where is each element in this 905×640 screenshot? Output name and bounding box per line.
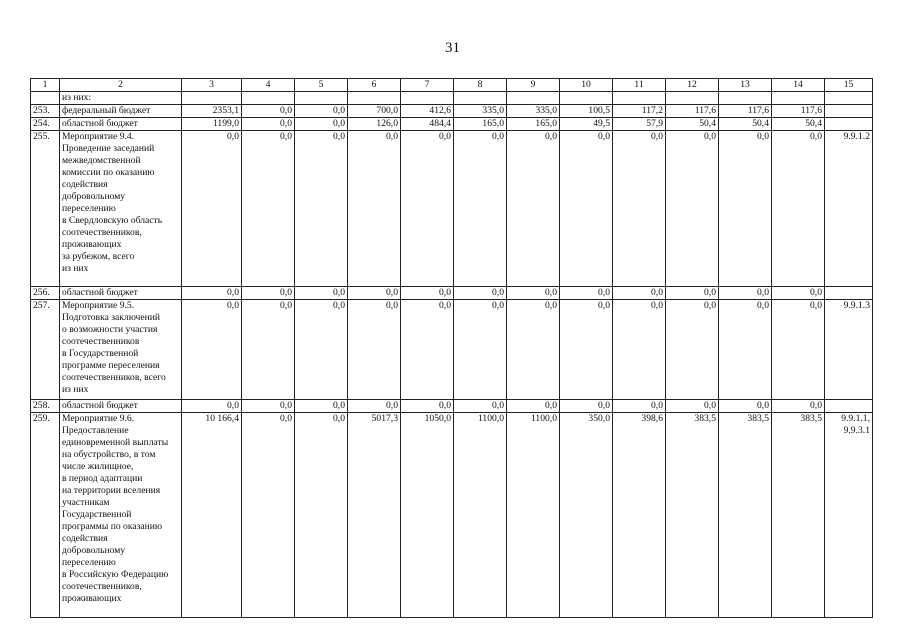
value-cell-col-7 [401, 92, 454, 105]
value-cell-col-12: 0,0 [666, 287, 719, 300]
value-cell-col-12: 50,4 [666, 118, 719, 131]
column-header-5: 5 [295, 79, 348, 92]
value-cell-col-3: 0,0 [182, 300, 242, 400]
value-cell-col-6: 700,0 [348, 105, 401, 118]
value-cell-col-11: 117,2 [613, 105, 666, 118]
value-cell-col-5: 0,0 [295, 300, 348, 400]
column-header-8: 8 [454, 79, 507, 92]
value-cell-col-6: 126,0 [348, 118, 401, 131]
value-cell-col-12 [666, 92, 719, 105]
value-cell-col-11: 0,0 [613, 287, 666, 300]
table-row [31, 131, 873, 287]
value-cell-col-8: 165,0 [454, 118, 507, 131]
value-cell-col-6: 5017,3 [348, 413, 401, 618]
target-code [825, 105, 873, 118]
value-cell-col-11: 57,9 [613, 118, 666, 131]
table-row [31, 300, 873, 400]
column-header-10: 10 [560, 79, 613, 92]
value-cell-col-3: 2353,1 [182, 105, 242, 118]
row-name: Мероприятие 9.4. Проведение заседаний межведомственной комиссии по оказанию содействия добровольному переселению в Свердловскую область соотечественников, проживающих за рубежом, всего из них [60, 131, 182, 287]
value-cell-col-3: 10 166,4 [182, 413, 242, 618]
value-cell-col-7: 412,6 [401, 105, 454, 118]
value-cell-col-14: 0,0 [772, 400, 825, 413]
value-cell-col-7: 0,0 [401, 300, 454, 400]
budget-table [30, 78, 873, 618]
value-cell-col-13: 0,0 [719, 131, 772, 287]
value-cell-col-14: 50,4 [772, 118, 825, 131]
table-row [31, 287, 873, 300]
value-cell-col-8: 335,0 [454, 105, 507, 118]
value-cell-col-9: 0,0 [507, 300, 560, 400]
value-cell-col-6: 0,0 [348, 400, 401, 413]
table-row [31, 400, 873, 413]
column-header-11: 11 [613, 79, 666, 92]
value-cell-col-13: 0,0 [719, 300, 772, 400]
value-cell-col-4: 0,0 [242, 300, 295, 400]
value-cell-col-12: 0,0 [666, 131, 719, 287]
value-cell-col-10: 100,5 [560, 105, 613, 118]
value-cell-col-10 [560, 92, 613, 105]
row-name: областной бюджет [60, 400, 182, 413]
table-body [31, 79, 873, 618]
value-cell-col-12: 383,5 [666, 413, 719, 618]
value-cell-col-9 [507, 92, 560, 105]
column-header-3: 3 [182, 79, 242, 92]
value-cell-col-5: 0,0 [295, 105, 348, 118]
row-number: 258. [31, 400, 60, 413]
value-cell-col-8 [454, 92, 507, 105]
value-cell-col-8: 0,0 [454, 287, 507, 300]
row-number: 259. [31, 413, 60, 618]
value-cell-col-7: 484,4 [401, 118, 454, 131]
value-cell-col-13: 383,5 [719, 413, 772, 618]
value-cell-col-7: 1050,0 [401, 413, 454, 618]
row-name: из них: [60, 92, 182, 105]
value-cell-col-8: 0,0 [454, 300, 507, 400]
value-cell-col-3: 0,0 [182, 131, 242, 287]
column-header-12: 12 [666, 79, 719, 92]
value-cell-col-4: 0,0 [242, 287, 295, 300]
value-cell-col-10: 0,0 [560, 400, 613, 413]
row-name: областной бюджет [60, 118, 182, 131]
value-cell-col-12: 0,0 [666, 300, 719, 400]
row-name: Мероприятие 9.5. Подготовка заключений о возможности участия соотечественников в Государственной программе переселения соотечественников, всего из них [60, 300, 182, 400]
value-cell-col-6 [348, 92, 401, 105]
value-cell-col-4: 0,0 [242, 105, 295, 118]
value-cell-col-5: 0,0 [295, 287, 348, 300]
value-cell-col-5: 0,0 [295, 413, 348, 618]
value-cell-col-9: 0,0 [507, 287, 560, 300]
value-cell-col-7: 0,0 [401, 131, 454, 287]
value-cell-col-3: 0,0 [182, 400, 242, 413]
value-cell-col-11: 0,0 [613, 400, 666, 413]
row-number: 256. [31, 287, 60, 300]
value-cell-col-10: 49,5 [560, 118, 613, 131]
value-cell-col-14: 383,5 [772, 413, 825, 618]
column-header-14: 14 [772, 79, 825, 92]
value-cell-col-9: 1100,0 [507, 413, 560, 618]
value-cell-col-10: 0,0 [560, 131, 613, 287]
value-cell-col-10: 0,0 [560, 287, 613, 300]
value-cell-col-7: 0,0 [401, 400, 454, 413]
table-row [31, 413, 873, 618]
value-cell-col-5: 0,0 [295, 400, 348, 413]
value-cell-col-8: 0,0 [454, 400, 507, 413]
value-cell-col-3: 1199,0 [182, 118, 242, 131]
table-row [31, 118, 873, 131]
value-cell-col-10: 350,0 [560, 413, 613, 618]
row-name: областной бюджет [60, 287, 182, 300]
row-number: 255. [31, 131, 60, 287]
row-name: Мероприятие 9.6. Предоставление единовременной выплаты на обустройство, в том числе жилищное, в период адаптации на территории вселения участникам Государственной программы по оказанию содействия добровольному переселению в Российскую Федерацию соотечественников, проживающих [60, 413, 182, 618]
column-header-1: 1 [31, 79, 60, 92]
value-cell-col-14: 0,0 [772, 131, 825, 287]
value-cell-col-4: 0,0 [242, 118, 295, 131]
value-cell-col-12: 117,6 [666, 105, 719, 118]
table-row [31, 92, 873, 105]
value-cell-col-5: 0,0 [295, 118, 348, 131]
value-cell-col-12: 0,0 [666, 400, 719, 413]
column-header-7: 7 [401, 79, 454, 92]
column-header-4: 4 [242, 79, 295, 92]
table-row [31, 105, 873, 118]
page-number: 31 [445, 40, 460, 56]
value-cell-col-6: 0,0 [348, 300, 401, 400]
column-header-13: 13 [719, 79, 772, 92]
value-cell-col-13: 117,6 [719, 105, 772, 118]
target-code: 9.9.1.2 [825, 131, 873, 287]
column-number-header-row [31, 79, 873, 92]
value-cell-col-10: 0,0 [560, 300, 613, 400]
value-cell-col-4: 0,0 [242, 400, 295, 413]
value-cell-col-9: 0,0 [507, 400, 560, 413]
row-name: федеральный бюджет [60, 105, 182, 118]
row-number [31, 92, 60, 105]
column-header-6: 6 [348, 79, 401, 92]
target-code: 9.9.1.3 [825, 300, 873, 400]
value-cell-col-11: 398,6 [613, 413, 666, 618]
value-cell-col-14 [772, 92, 825, 105]
target-code [825, 118, 873, 131]
value-cell-col-9: 0,0 [507, 131, 560, 287]
value-cell-col-14: 117,6 [772, 105, 825, 118]
row-number: 257. [31, 300, 60, 400]
target-code [825, 400, 873, 413]
target-code: 9.9.1.1, 9.9.3.1 [825, 413, 873, 618]
target-code [825, 92, 873, 105]
value-cell-col-4 [242, 92, 295, 105]
value-cell-col-14: 0,0 [772, 300, 825, 400]
value-cell-col-5 [295, 92, 348, 105]
value-cell-col-11 [613, 92, 666, 105]
value-cell-col-3 [182, 92, 242, 105]
value-cell-col-6: 0,0 [348, 287, 401, 300]
value-cell-col-11: 0,0 [613, 300, 666, 400]
value-cell-col-8: 1100,0 [454, 413, 507, 618]
value-cell-col-6: 0,0 [348, 131, 401, 287]
value-cell-col-8: 0,0 [454, 131, 507, 287]
column-header-15: 15 [825, 79, 873, 92]
value-cell-col-11: 0,0 [613, 131, 666, 287]
value-cell-col-3: 0,0 [182, 287, 242, 300]
value-cell-col-13 [719, 92, 772, 105]
column-header-2: 2 [60, 79, 182, 92]
value-cell-col-13: 0,0 [719, 400, 772, 413]
row-number: 254. [31, 118, 60, 131]
value-cell-col-7: 0,0 [401, 287, 454, 300]
value-cell-col-4: 0,0 [242, 131, 295, 287]
value-cell-col-9: 335,0 [507, 105, 560, 118]
value-cell-col-13: 0,0 [719, 287, 772, 300]
value-cell-col-4: 0,0 [242, 413, 295, 618]
value-cell-col-5: 0,0 [295, 131, 348, 287]
value-cell-col-9: 165,0 [507, 118, 560, 131]
column-header-9: 9 [507, 79, 560, 92]
value-cell-col-14: 0,0 [772, 287, 825, 300]
target-code [825, 287, 873, 300]
value-cell-col-13: 50,4 [719, 118, 772, 131]
row-number: 253. [31, 105, 60, 118]
